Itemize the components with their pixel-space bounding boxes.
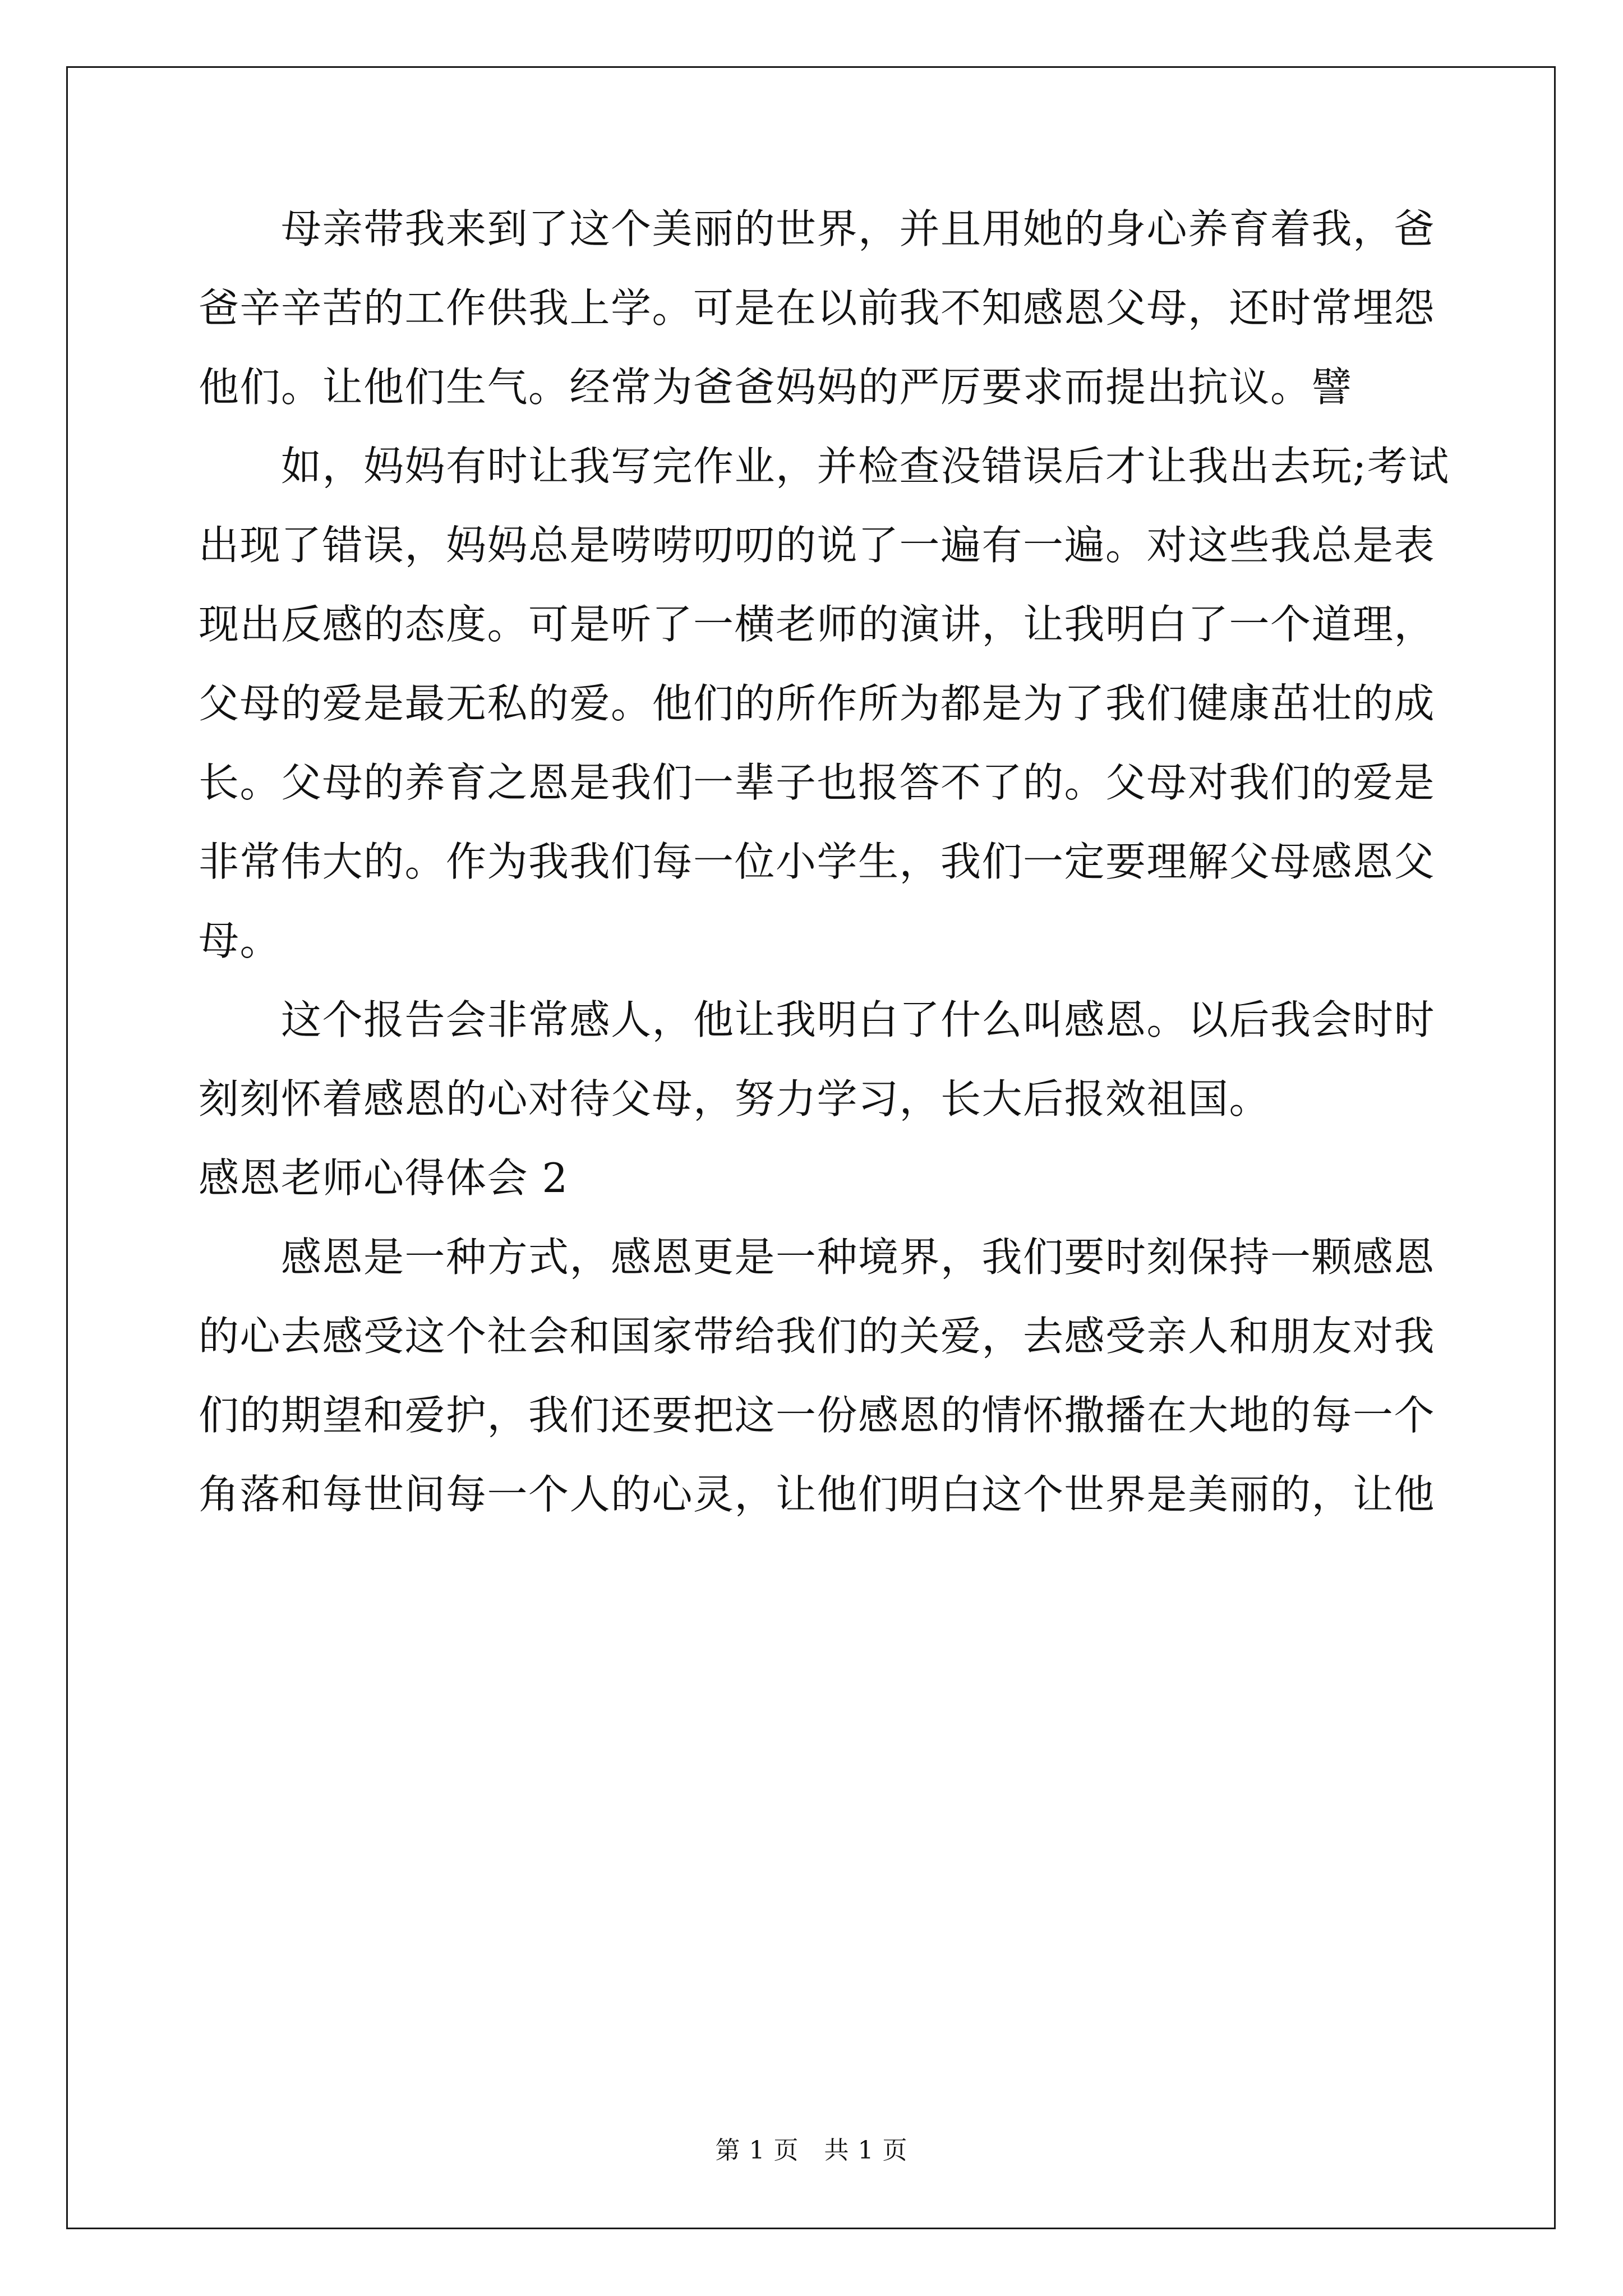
- text-line: 母。: [199, 917, 282, 964]
- text-line: 非常伟大的。作为我我们每一位小学生，我们一定要理解父母感恩父: [199, 838, 1436, 885]
- text-line: 感恩是一种方式，感恩更是一种境界，我们要时刻保持一颗感恩: [199, 1234, 1436, 1281]
- text-line: 如，妈妈有时让我写完作业，并检查没错误后才让我出去玩;考试: [199, 443, 1450, 490]
- section-heading: 感恩老师心得体会 2: [199, 1154, 569, 1202]
- text-line: 现出反感的态度。可是听了一横老师的演讲，让我明白了一个道理，: [199, 601, 1436, 648]
- page-footer: 第 1 页 共 1 页: [715, 2136, 908, 2165]
- text-line: 出现了错误，妈妈总是唠唠叨叨的说了一遍有一遍。对这些我总是表: [199, 522, 1436, 569]
- text-line: 这个报告会非常感人，他让我明白了什么叫感恩。以后我会时时: [199, 996, 1436, 1043]
- text-line: 父母的爱是最无私的爱。他们的所作所为都是为了我们健康茁壮的成: [199, 680, 1436, 727]
- text-line: 们的期望和爱护，我们还要把这一份感恩的情怀撒播在大地的每一个: [199, 1392, 1436, 1439]
- text-line: 他们。让他们生气。经常为爸爸妈妈的严厉要求而提出抗议。譬: [199, 364, 1353, 411]
- text-line: 的心去感受这个社会和国家带给我们的关爱，去感受亲人和朋友对我: [199, 1313, 1436, 1360]
- text-line: 长。父母的养育之恩是我们一辈子也报答不了的。父母对我们的爱是: [199, 759, 1436, 806]
- text-line: 爸辛辛苦的工作供我上学。可是在以前我不知感恩父母，还时常埋怨: [199, 284, 1436, 332]
- text-line: 母亲带我来到了这个美丽的世界，并且用她的身心养育着我，爸: [199, 205, 1436, 252]
- text-line: 角落和每世间每一个人的心灵，让他们明白这个世界是美丽的，让他: [199, 1471, 1436, 1518]
- text-line: 刻刻怀着感恩的心对待父母，努力学习，长大后报效祖国。: [199, 1075, 1271, 1122]
